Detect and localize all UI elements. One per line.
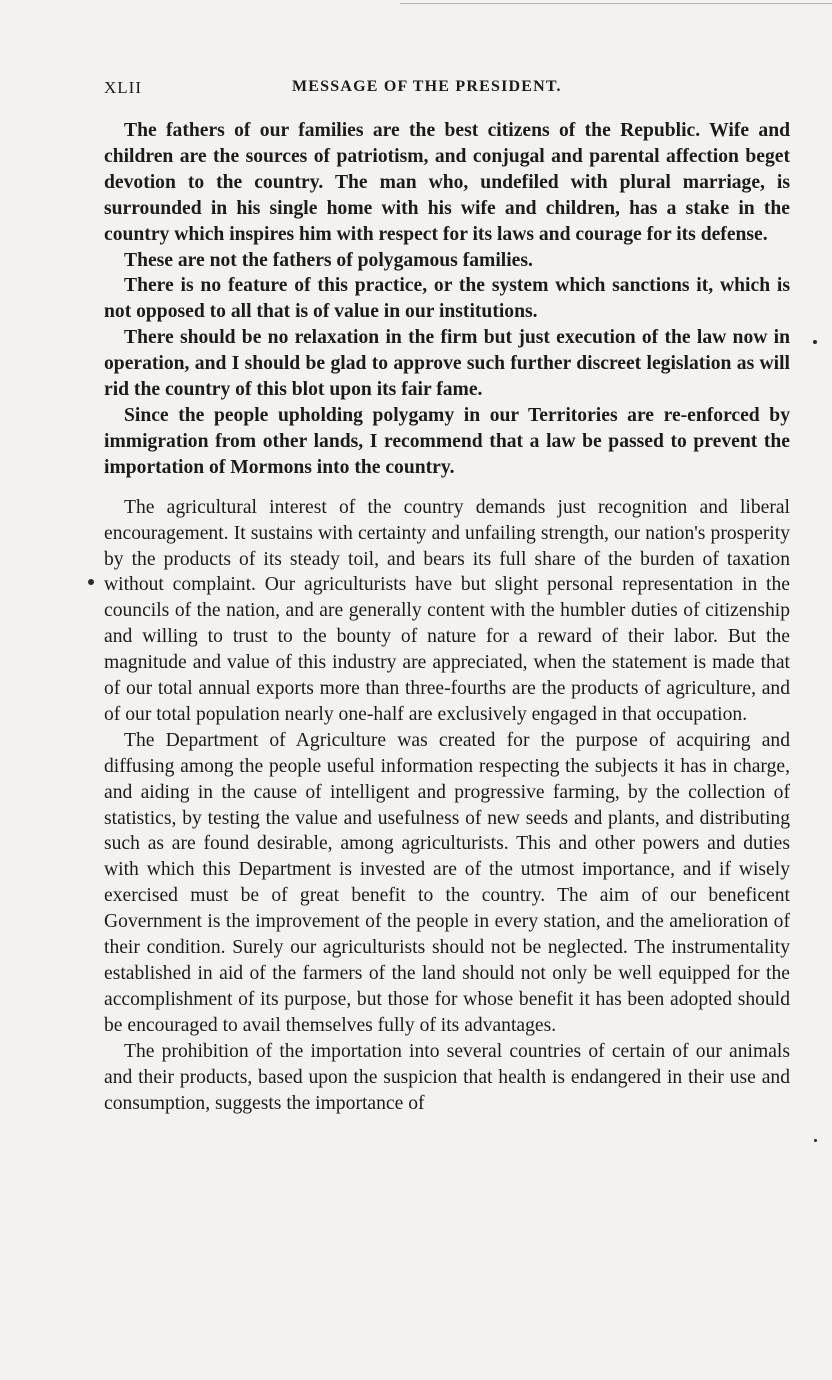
paragraph-no-feature: There is no feature of this practice, or the system which sanctions it, which is not opposed to all that is of value in our institutions.: [104, 275, 790, 323]
body-text: [104, 118, 790, 1116]
page-header: [104, 78, 790, 100]
paragraph-department-of-agriculture: The Department of Agriculture was created for the purpose of acquiring and diffusing among the people useful information respecting the subjects it has in charge, and aiding in the cause of intelligent and progressive farming, by the collection of statistics, by testing the value and usefulness of new seeds and plants, and distributing such as are found desirable, among agriculturists. This and other powers and duties with which this Department is invested are of the utmost importance, and if wisely exercised must be of great benefit to the country. The aim of our beneficent Government is the improvement of the people in every station, and the amelioration of their condition. Surely our agriculturists should not be neglected. The instrumentality established in aid of the farmers of the land should not only be well equipped for the accomplishment of its purpose, but those for whose benefit it has been adopted should be encouraged to avail themselves fully of its advantages.: [104, 729, 790, 1036]
page-number: XLII: [104, 78, 142, 97]
paragraph-no-relaxation: There should be no relaxation in the firm but just execution of the law now in operation, and I should be glad to approve such further discreet legislation as will rid the country of this blot upon its fair fame.: [104, 327, 790, 401]
paragraph-fathers-of-families: The fathers of our families are the best citizens of the Republic. Wife and children are the sources of patriotism, and conjugal and parental affection beget devotion to the country. The man who, undefiled with plural marriage, is surrounded in his single home with his wife and children, has a stake in the country which inspires him with respect for its laws and courage for its defense.: [104, 120, 790, 245]
scan-speck: [88, 579, 94, 585]
scan-speck: [814, 1139, 817, 1142]
paragraph-polygamous-families: These are not the fathers of polygamous families.: [124, 249, 533, 271]
paragraph-prohibition-importation: The prohibition of the importation into several countries of certain of our animals and their products, based upon the suspicion that health is endangered in their use and consumption, suggests the importance of: [104, 1040, 790, 1114]
top-rule-line: [400, 3, 832, 4]
running-head: MESSAGE OF THE PRESIDENT.: [292, 78, 562, 95]
paragraph-agricultural-interest: The agricultural interest of the country demands just recognition and liberal encouragement. It sustains with certainty and unfailing strength, our nation's prosperity by the products of its steady toil, and bears its full share of the burden of taxation without complaint. Our agriculturists have but slight personal representation in the councils of the nation, and are generally content with the humbler duties of citizenship and willing to trust to the bounty of nature for a reward of their labor. But the magnitude and value of this industry are appreciated, when the statement is made that of our total annual exports more than three-fourths are the products of agriculture, and of our total population nearly one-half are exclusively engaged in that occupation.: [104, 496, 790, 725]
scan-speck: [813, 340, 817, 344]
paragraph-immigration-mormons: Since the people upholding polygamy in our Territories are re-enforced by immigration from other lands, I recommend that a law be passed to prevent the importation of Mormons into the country.: [104, 404, 790, 478]
section-break: [104, 481, 790, 495]
